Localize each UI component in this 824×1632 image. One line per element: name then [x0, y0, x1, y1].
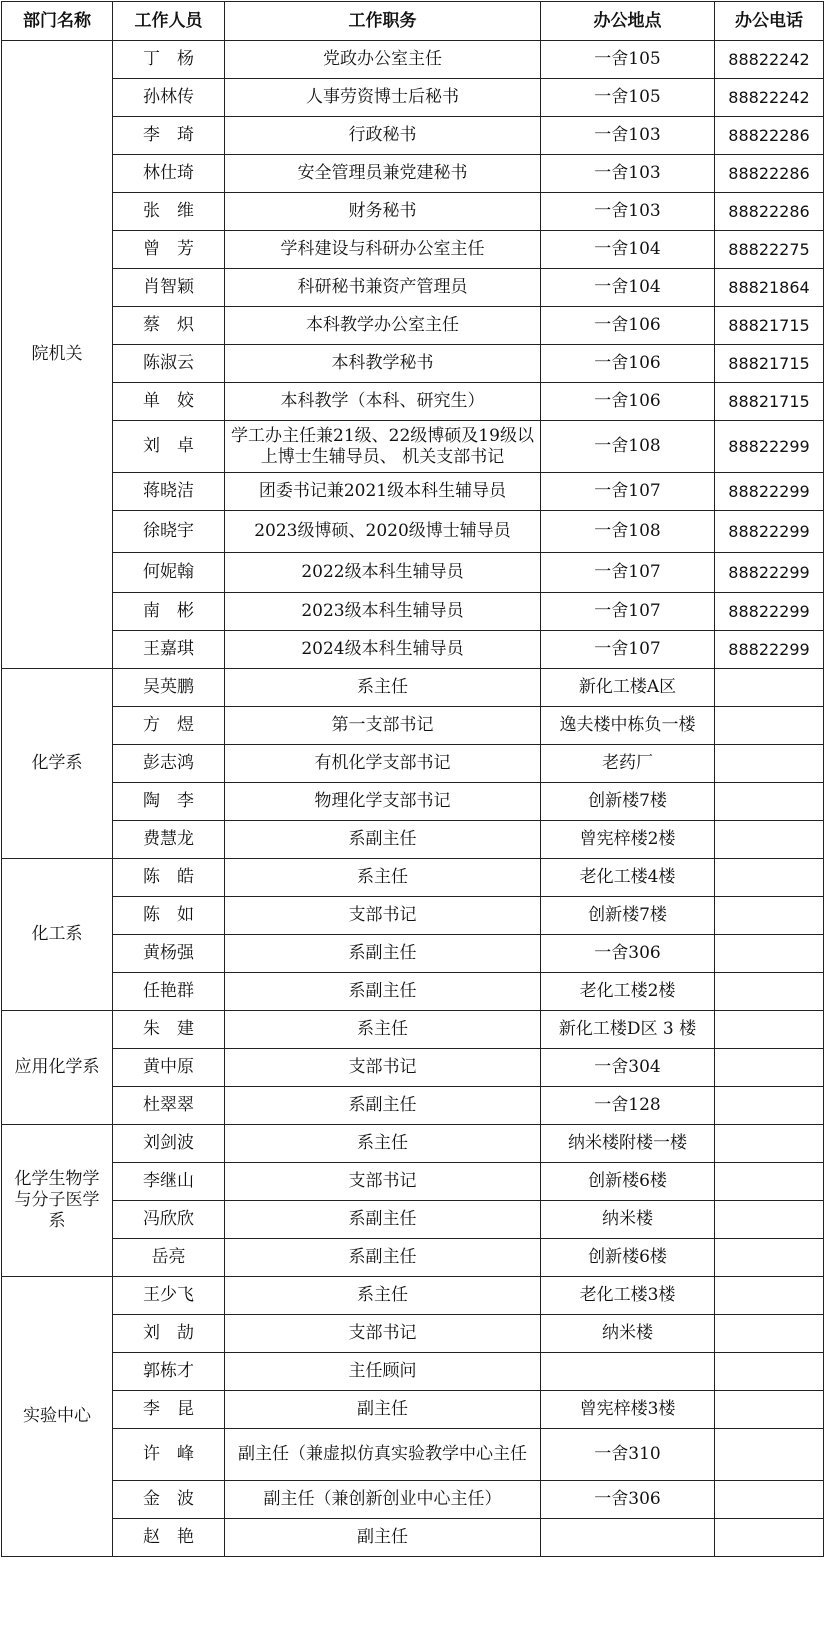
position-cell: 副主任（兼虚拟仿真实验教学中心主任	[225, 1429, 541, 1481]
staff-name-cell: 朱 建	[113, 1011, 225, 1049]
phone-cell	[715, 1239, 824, 1277]
staff-name-cell: 何妮翰	[113, 553, 225, 593]
phone-cell	[715, 1429, 824, 1481]
location-cell: 一舍107	[541, 631, 715, 669]
table-row	[2, 1087, 824, 1125]
staff-name-cell: 任艳群	[113, 973, 225, 1011]
phone-cell: 88822275	[715, 231, 824, 269]
location-cell: 老药厂	[541, 745, 715, 783]
position-cell: 系副主任	[225, 935, 541, 973]
staff-directory-table	[1, 1, 824, 1557]
table-row	[2, 1315, 824, 1353]
staff-name-cell: 陈 皓	[113, 859, 225, 897]
staff-name-cell: 蒋晓洁	[113, 473, 225, 511]
staff-name-cell: 单 姣	[113, 383, 225, 421]
location-cell: 老化工楼4楼	[541, 859, 715, 897]
position-cell: 系副主任	[225, 973, 541, 1011]
staff-name-cell: 林仕琦	[113, 155, 225, 193]
location-cell: 一舍106	[541, 383, 715, 421]
table-row	[2, 973, 824, 1011]
phone-cell	[715, 745, 824, 783]
staff-name-cell: 陈 如	[113, 897, 225, 935]
location-cell: 一舍103	[541, 193, 715, 231]
position-cell: 本科教学办公室主任	[225, 307, 541, 345]
table-row	[2, 745, 824, 783]
staff-name-cell: 郭栋才	[113, 1353, 225, 1391]
location-cell: 纳米楼附楼一楼	[541, 1125, 715, 1163]
position-cell: 副主任	[225, 1519, 541, 1557]
table-row	[2, 345, 824, 383]
location-cell: 一舍304	[541, 1049, 715, 1087]
phone-cell: 88822299	[715, 593, 824, 631]
position-cell: 本科教学秘书	[225, 345, 541, 383]
location-cell: 创新楼6楼	[541, 1163, 715, 1201]
staff-name-cell: 曾 芳	[113, 231, 225, 269]
table-row	[2, 511, 824, 553]
position-cell: 系主任	[225, 1277, 541, 1315]
staff-name-cell: 刘剑波	[113, 1125, 225, 1163]
staff-name-cell: 孙林传	[113, 79, 225, 117]
table-row	[2, 1429, 824, 1481]
location-cell: 曾宪梓楼3楼	[541, 1391, 715, 1429]
staff-name-cell: 方 煜	[113, 707, 225, 745]
staff-name-cell: 王嘉琪	[113, 631, 225, 669]
phone-cell	[715, 897, 824, 935]
phone-cell: 88821715	[715, 307, 824, 345]
department-name-cell: 实验中心	[2, 1277, 113, 1557]
location-cell: 新化工楼A区	[541, 669, 715, 707]
phone-cell	[715, 821, 824, 859]
phone-cell: 88822299	[715, 511, 824, 553]
position-cell: 系主任	[225, 859, 541, 897]
table-row	[2, 935, 824, 973]
phone-cell	[715, 1087, 824, 1125]
location-cell: 一舍103	[541, 117, 715, 155]
staff-name-cell: 刘 卓	[113, 421, 225, 473]
staff-name-cell: 刘 劼	[113, 1315, 225, 1353]
table-row	[2, 1481, 824, 1519]
phone-cell	[715, 1315, 824, 1353]
staff-name-cell: 陈淑云	[113, 345, 225, 383]
position-cell: 副主任（兼创新创业中心主任）	[225, 1481, 541, 1519]
location-cell: 一舍108	[541, 421, 715, 473]
location-cell: 一舍106	[541, 345, 715, 383]
table-row	[2, 1201, 824, 1239]
location-cell: 逸夫楼中栋负一楼	[541, 707, 715, 745]
staff-name-cell: 张 维	[113, 193, 225, 231]
position-cell: 行政秘书	[225, 117, 541, 155]
phone-cell	[715, 859, 824, 897]
position-cell: 系主任	[225, 1011, 541, 1049]
phone-cell	[715, 935, 824, 973]
position-cell: 安全管理员兼党建秘书	[225, 155, 541, 193]
location-cell: 一舍105	[541, 79, 715, 117]
location-cell: 老化工楼3楼	[541, 1277, 715, 1315]
table-row	[2, 269, 824, 307]
phone-cell: 88822299	[715, 473, 824, 511]
phone-cell: 88822286	[715, 155, 824, 193]
position-cell: 2022级本科生辅导员	[225, 553, 541, 593]
location-cell: 一舍128	[541, 1087, 715, 1125]
position-cell: 主任顾问	[225, 1353, 541, 1391]
table-row	[2, 1239, 824, 1277]
table-row	[2, 41, 824, 79]
staff-name-cell: 徐晓宇	[113, 511, 225, 553]
table-row	[2, 821, 824, 859]
table-row	[2, 1391, 824, 1429]
staff-name-cell: 南 彬	[113, 593, 225, 631]
table-row	[2, 117, 824, 155]
location-cell: 一舍103	[541, 155, 715, 193]
position-cell: 支部书记	[225, 1049, 541, 1087]
location-cell: 一舍107	[541, 473, 715, 511]
table-row	[2, 553, 824, 593]
department-name-cell: 应用化学系	[2, 1011, 113, 1125]
position-cell: 2023级本科生辅导员	[225, 593, 541, 631]
position-cell: 科研秘书兼资产管理员	[225, 269, 541, 307]
table-row	[2, 1011, 824, 1049]
location-cell: 创新楼7楼	[541, 783, 715, 821]
position-cell: 2023级博硕、2020级博士辅导员	[225, 511, 541, 553]
position-cell: 物理化学支部书记	[225, 783, 541, 821]
position-cell: 人事劳资博士后秘书	[225, 79, 541, 117]
table-row	[2, 1163, 824, 1201]
position-cell: 系副主任	[225, 821, 541, 859]
staff-name-cell: 王少飞	[113, 1277, 225, 1315]
location-cell: 一舍104	[541, 231, 715, 269]
position-cell: 支部书记	[225, 1163, 541, 1201]
phone-cell: 88822286	[715, 193, 824, 231]
phone-cell: 88821715	[715, 383, 824, 421]
header-position: 工作职务	[225, 2, 541, 41]
position-cell: 2024级本科生辅导员	[225, 631, 541, 669]
position-cell: 支部书记	[225, 897, 541, 935]
location-cell: 一舍108	[541, 511, 715, 553]
staff-name-cell: 蔡 炽	[113, 307, 225, 345]
staff-name-cell: 赵 艳	[113, 1519, 225, 1557]
staff-name-cell: 彭志鸿	[113, 745, 225, 783]
phone-cell	[715, 1519, 824, 1557]
staff-name-cell: 陶 李	[113, 783, 225, 821]
table-row	[2, 1125, 824, 1163]
table-row	[2, 593, 824, 631]
location-cell: 一舍306	[541, 935, 715, 973]
position-cell: 支部书记	[225, 1315, 541, 1353]
phone-cell: 88822242	[715, 79, 824, 117]
header-location: 办公地点	[541, 2, 715, 41]
phone-cell: 88822299	[715, 553, 824, 593]
phone-cell	[715, 707, 824, 745]
table-row	[2, 669, 824, 707]
staff-name-cell: 肖智颖	[113, 269, 225, 307]
phone-cell	[715, 669, 824, 707]
position-cell: 学科建设与科研办公室主任	[225, 231, 541, 269]
staff-name-cell: 岳亮	[113, 1239, 225, 1277]
phone-cell	[715, 973, 824, 1011]
table-row	[2, 1353, 824, 1391]
staff-name-cell: 吴英鹏	[113, 669, 225, 707]
phone-cell	[715, 1391, 824, 1429]
staff-name-cell: 金 波	[113, 1481, 225, 1519]
table-row	[2, 193, 824, 231]
phone-cell: 88822299	[715, 421, 824, 473]
location-cell: 纳米楼	[541, 1315, 715, 1353]
staff-name-cell: 许 峰	[113, 1429, 225, 1481]
location-cell: 老化工楼2楼	[541, 973, 715, 1011]
table-row	[2, 155, 824, 193]
table-row	[2, 1277, 824, 1315]
table-row	[2, 79, 824, 117]
staff-name-cell: 冯欣欣	[113, 1201, 225, 1239]
staff-name-cell: 丁 杨	[113, 41, 225, 79]
location-cell: 一舍106	[541, 307, 715, 345]
header-staff: 工作人员	[113, 2, 225, 41]
phone-cell	[715, 1011, 824, 1049]
phone-cell: 88822299	[715, 631, 824, 669]
position-cell: 系副主任	[225, 1201, 541, 1239]
department-name-cell: 化学生物学与分子医学系	[2, 1125, 113, 1277]
position-cell: 本科教学（本科、研究生）	[225, 383, 541, 421]
position-cell: 副主任	[225, 1391, 541, 1429]
department-name-cell: 化学系	[2, 669, 113, 859]
table-row	[2, 383, 824, 421]
staff-name-cell: 李 昆	[113, 1391, 225, 1429]
position-cell: 团委书记兼2021级本科生辅导员	[225, 473, 541, 511]
location-cell: 一舍306	[541, 1481, 715, 1519]
staff-name-cell: 李继山	[113, 1163, 225, 1201]
phone-cell	[715, 1201, 824, 1239]
position-cell: 学工办主任兼21级、22级博硕及19级以上博士生辅导员、 机关支部书记	[225, 421, 541, 473]
location-cell: 一舍107	[541, 593, 715, 631]
staff-name-cell: 黄中原	[113, 1049, 225, 1087]
header-phone: 办公电话	[715, 2, 824, 41]
department-name-cell: 化工系	[2, 859, 113, 1011]
phone-cell	[715, 783, 824, 821]
table-row	[2, 859, 824, 897]
phone-cell: 88821715	[715, 345, 824, 383]
table-row	[2, 1519, 824, 1557]
location-cell	[541, 1519, 715, 1557]
location-cell: 创新楼7楼	[541, 897, 715, 935]
phone-cell: 88822242	[715, 41, 824, 79]
table-row	[2, 897, 824, 935]
position-cell: 系副主任	[225, 1239, 541, 1277]
staff-name-cell: 费慧龙	[113, 821, 225, 859]
table-row	[2, 231, 824, 269]
header-department: 部门名称	[2, 2, 113, 41]
phone-cell	[715, 1163, 824, 1201]
staff-name-cell: 李 琦	[113, 117, 225, 155]
staff-name-cell: 黄杨强	[113, 935, 225, 973]
phone-cell: 88822286	[715, 117, 824, 155]
location-cell: 一舍310	[541, 1429, 715, 1481]
table-row	[2, 421, 824, 473]
location-cell	[541, 1353, 715, 1391]
phone-cell	[715, 1481, 824, 1519]
position-cell: 系副主任	[225, 1087, 541, 1125]
table-row	[2, 307, 824, 345]
table-row	[2, 1049, 824, 1087]
location-cell: 新化工楼D区 3 楼	[541, 1011, 715, 1049]
position-cell: 系主任	[225, 669, 541, 707]
location-cell: 纳米楼	[541, 1201, 715, 1239]
table-row	[2, 631, 824, 669]
phone-cell	[715, 1125, 824, 1163]
position-cell: 党政办公室主任	[225, 41, 541, 79]
table-row	[2, 707, 824, 745]
position-cell: 有机化学支部书记	[225, 745, 541, 783]
phone-cell: 88821864	[715, 269, 824, 307]
phone-cell	[715, 1049, 824, 1087]
table-row	[2, 783, 824, 821]
location-cell: 一舍105	[541, 41, 715, 79]
phone-cell	[715, 1353, 824, 1391]
header-row	[2, 2, 824, 41]
table-row	[2, 473, 824, 511]
location-cell: 一舍107	[541, 553, 715, 593]
department-name-cell: 院机关	[2, 41, 113, 669]
location-cell: 一舍104	[541, 269, 715, 307]
position-cell: 财务秘书	[225, 193, 541, 231]
staff-name-cell: 杜翠翠	[113, 1087, 225, 1125]
position-cell: 系主任	[225, 1125, 541, 1163]
location-cell: 创新楼6楼	[541, 1239, 715, 1277]
position-cell: 第一支部书记	[225, 707, 541, 745]
phone-cell	[715, 1277, 824, 1315]
location-cell: 曾宪梓楼2楼	[541, 821, 715, 859]
